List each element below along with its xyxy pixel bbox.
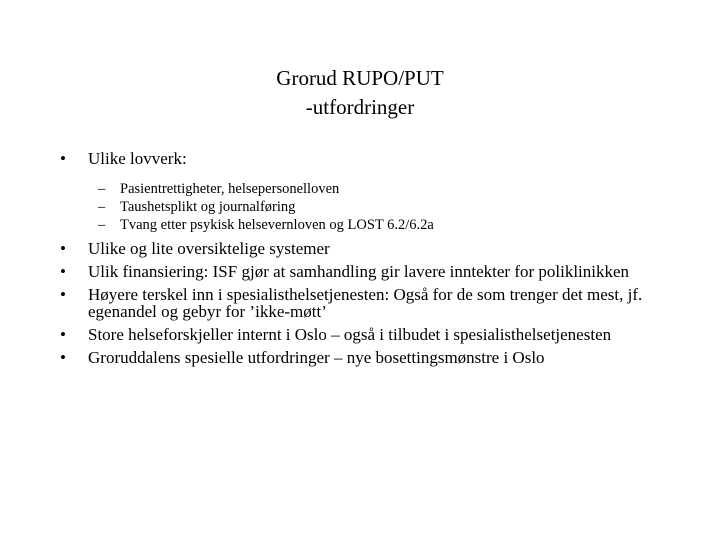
list-item — [60, 150, 660, 167]
dash-icon: – — [98, 217, 106, 233]
list-item-text: Ulik finansiering: ISF gjør at samhandling gir lavere inntekter for poliklinikken — [88, 262, 630, 281]
bullet-icon: • — [60, 348, 66, 367]
sub-list-item — [98, 180, 660, 198]
sub-list-item — [98, 198, 660, 216]
list-item-text: Ulike lovverk: — [88, 149, 187, 168]
bullet-icon: • — [60, 239, 66, 258]
list-item-text: Ulike og lite oversiktelige systemer — [88, 239, 330, 258]
dash-icon: – — [98, 199, 106, 215]
sub-list-item — [98, 216, 660, 234]
dash-icon: – — [98, 181, 106, 197]
list-item — [60, 286, 660, 320]
list-item-text: Store helseforskjeller internt i Oslo – også i tilbudet i spesialisthelsetjenesten — [88, 325, 612, 344]
sub-list — [60, 180, 660, 234]
bullet-icon: • — [60, 262, 66, 281]
bullet-icon: • — [60, 325, 66, 344]
title-line-2: -utfordringer — [305, 95, 415, 119]
bullet-list — [60, 150, 660, 366]
list-item — [60, 326, 660, 343]
bullet-icon: • — [60, 149, 66, 168]
list-item — [60, 349, 660, 366]
list-item — [60, 263, 660, 280]
list-item-text: Groruddalens spesielle utfordringer – nye bosettingsmønstre i Oslo — [88, 348, 545, 367]
sub-list-item-text: Pasientrettigheter, helsepersonelloven — [120, 181, 340, 197]
slide-title — [0, 64, 720, 122]
title-line-1: Grorud RUPO/PUT — [276, 66, 444, 90]
bullet-icon: • — [60, 285, 66, 304]
list-item — [60, 240, 660, 257]
sub-list-item-text: Tvang etter psykisk helsevernloven og LOST 6.2/6.2a — [120, 217, 434, 233]
sub-list-item-text: Taushetsplikt og journalføring — [120, 199, 296, 215]
list-item-text: Høyere terskel inn i spesialisthelsetjenesten: Også for de som trenger det mest, jf. egenandel og gebyr for ’ikke-møtt’ — [88, 285, 643, 321]
